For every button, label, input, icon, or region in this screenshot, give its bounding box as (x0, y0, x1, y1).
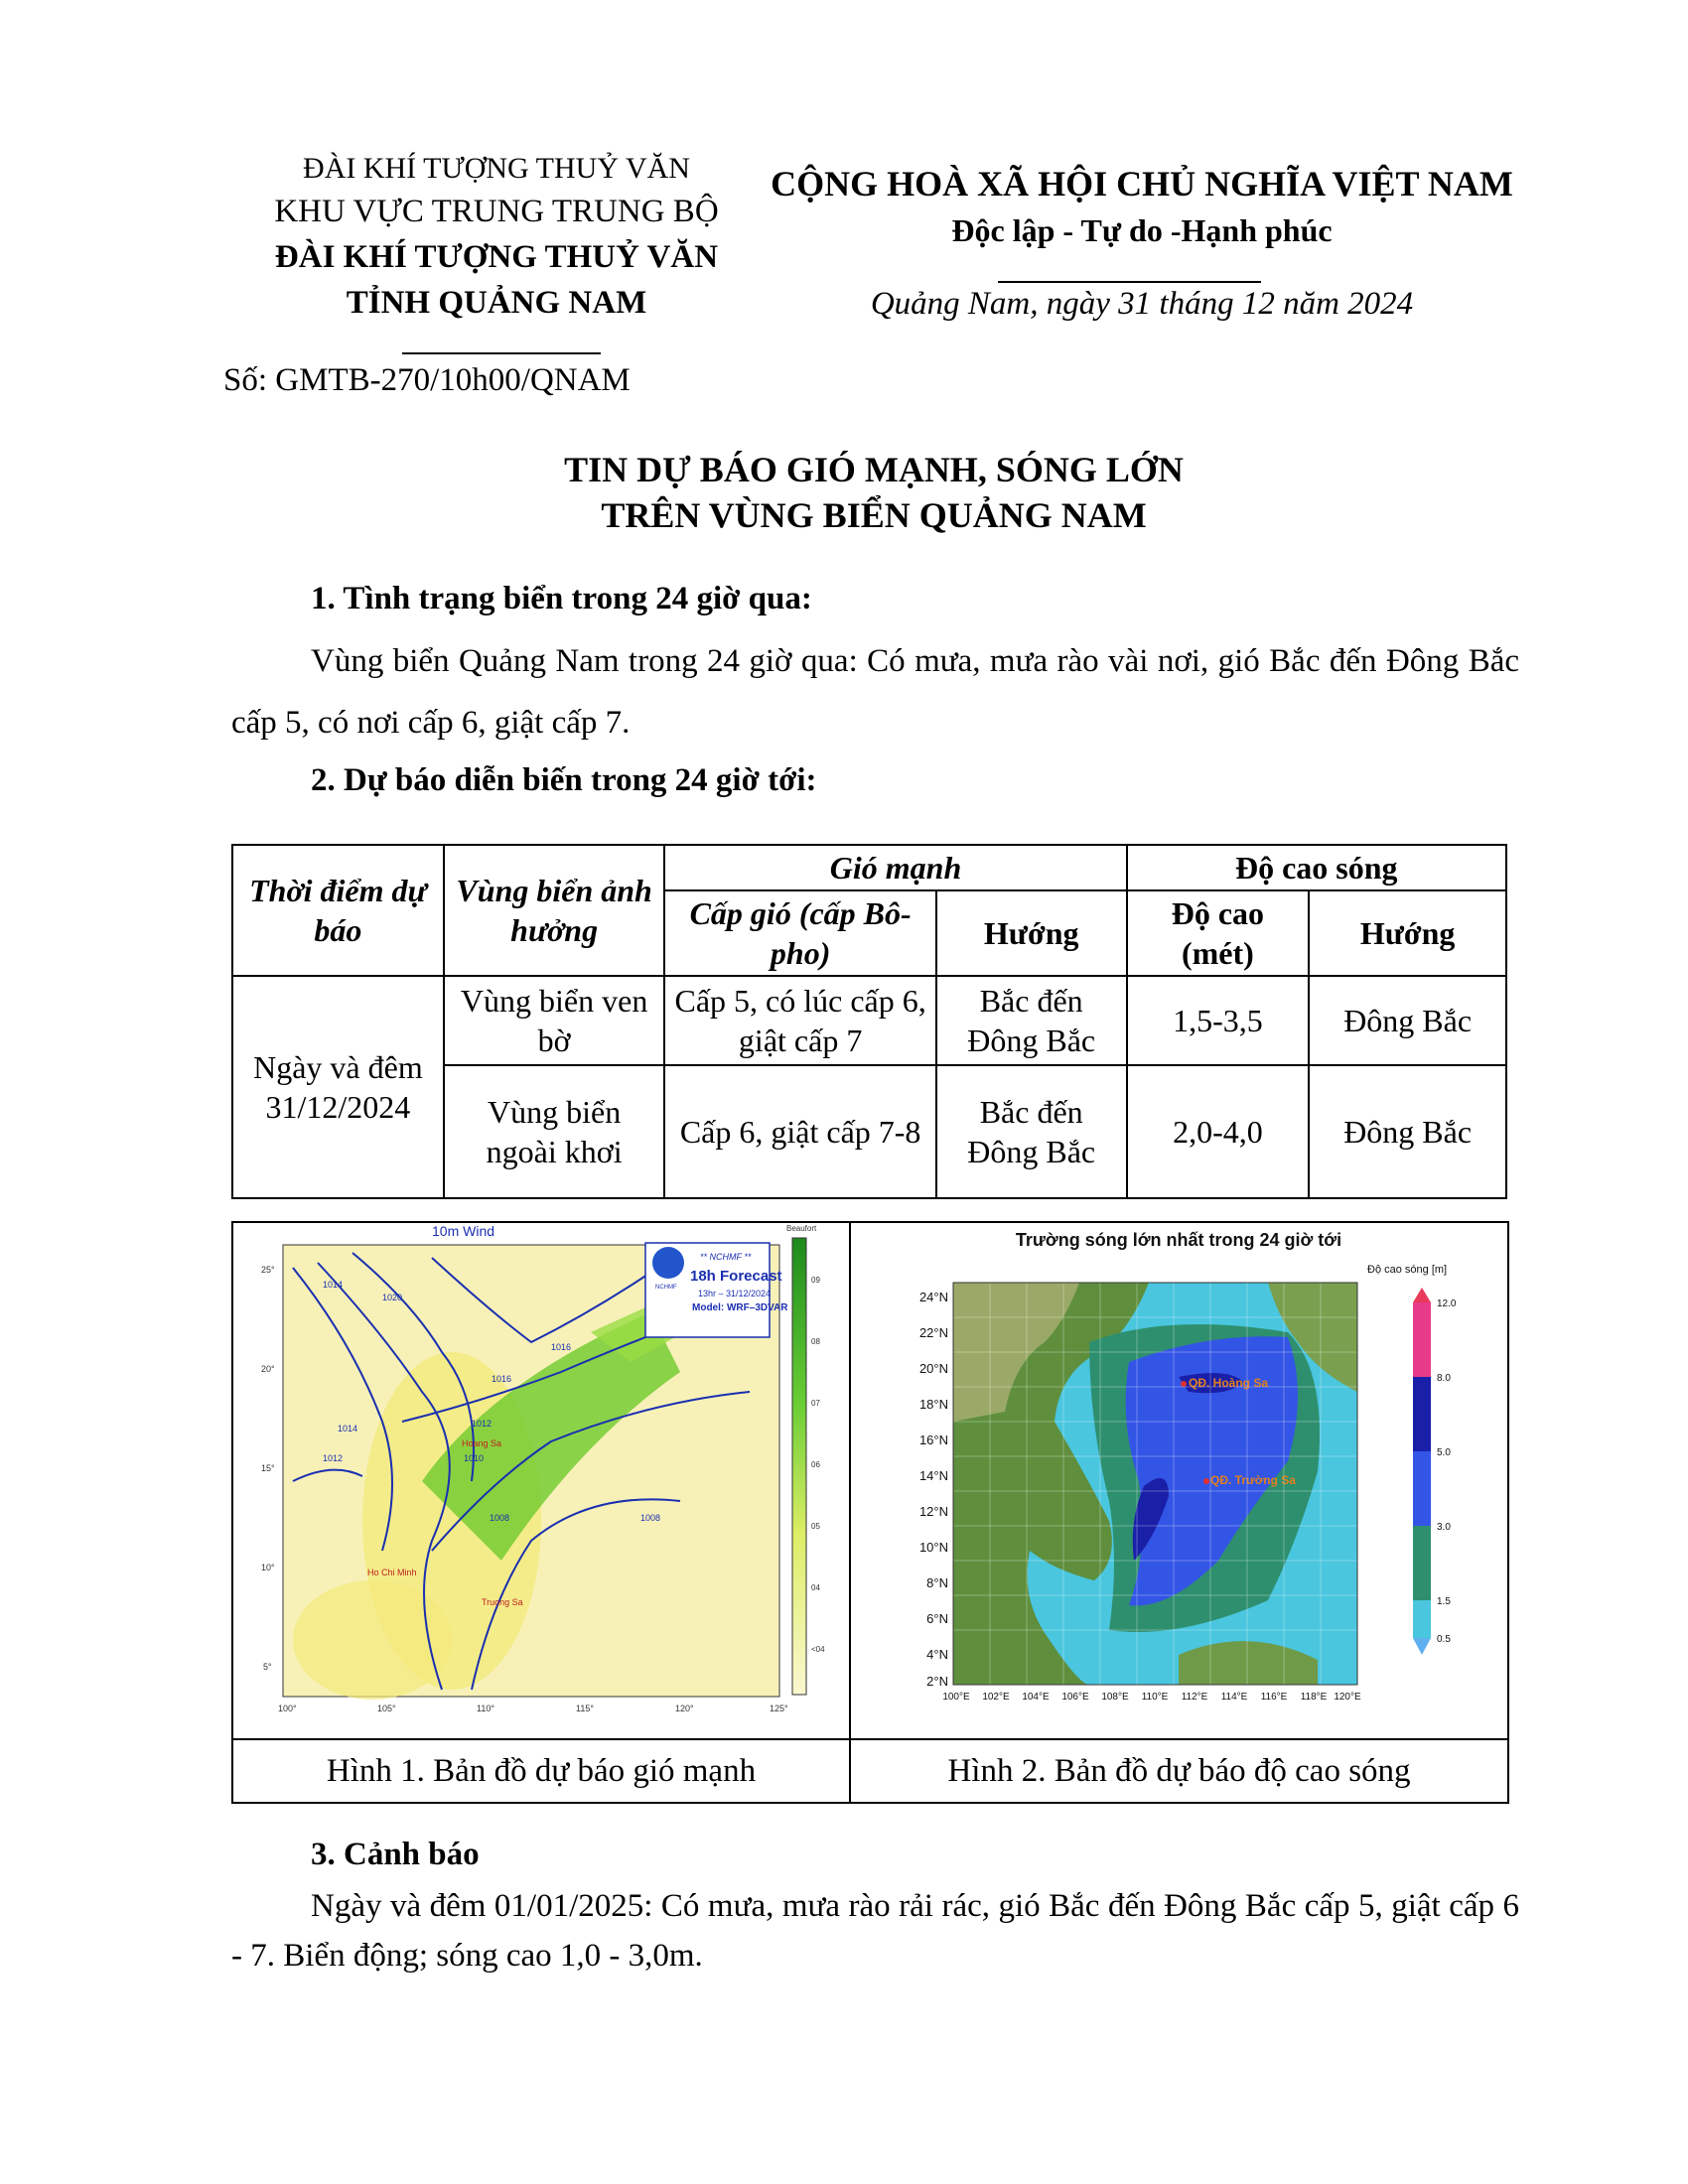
table-row (232, 976, 1506, 1065)
wave-forecast-map (851, 1223, 1507, 1738)
lon-tick: 116°E (1260, 1692, 1288, 1703)
contour-label: 1016 (551, 1342, 572, 1352)
wave-legend-value: 3.0 (1437, 1522, 1451, 1533)
truong-sa-label: QĐ. Trường Sa (1210, 1473, 1296, 1487)
badge-logo-text: NCHMF (655, 1285, 677, 1291)
lat-tick: 16°N (918, 1433, 948, 1447)
lat-tick: 8°N (926, 1575, 948, 1590)
y-tick: 25° (261, 1265, 275, 1275)
national-motto: Độc lập - Tự do -Hạnh phúc (951, 212, 1333, 248)
place-label: Truong Sa (482, 1597, 523, 1607)
header-area: Vùng biển ảnh hưởng (444, 845, 665, 976)
figure-table (231, 1221, 1509, 1804)
lat-tick: 18°N (918, 1397, 948, 1412)
wave-legend-value: 8.0 (1437, 1373, 1451, 1384)
legend-value: 06 (811, 1460, 820, 1469)
header-time: Thời điểm dự báo (232, 845, 444, 976)
badge-time: 13hr – 31/12/2024 (698, 1289, 772, 1298)
title-line-2: TRÊN VÙNG BIỂN QUẢNG NAM (601, 495, 1147, 535)
header-wind-direction: Hướng (936, 890, 1127, 976)
lat-tick: 10°N (918, 1540, 948, 1555)
legend-value: 07 (811, 1399, 820, 1408)
agency-line-1: ĐÀI KHÍ TƯỢNG THUỶ VĂN (303, 152, 690, 185)
legend-value: <04 (811, 1645, 825, 1654)
legend-value: 09 (811, 1276, 820, 1285)
header-wave-height: Độ cao (mét) (1127, 890, 1310, 976)
badge-model: Model: WRF–3DVAR (692, 1302, 788, 1313)
wind-direction-cell: Bắc đến Đông Bắc (936, 976, 1127, 1065)
document-title (199, 447, 1549, 538)
lon-tick: 104°E (1022, 1692, 1050, 1703)
national-header (755, 159, 1529, 326)
lat-tick: 24°N (918, 1290, 948, 1304)
national-title: CỘNG HOÀ XÃ HỘI CHỦ NGHĨA VIỆT NAM (771, 164, 1513, 204)
header-wave-direction: Hướng (1309, 890, 1506, 976)
lon-tick: 100°E (942, 1692, 970, 1703)
agency-line-2: KHU VỰC TRUNG TRUNG BỘ (274, 194, 719, 229)
lon-tick: 120°E (1334, 1692, 1361, 1703)
nchmf-logo-icon (652, 1247, 684, 1279)
contour-label: 1012 (323, 1453, 344, 1463)
section-1-heading: 1. Tình trạng biển trong 24 giờ qua: (311, 581, 812, 616)
place-label: Ho Chi Minh (367, 1568, 417, 1577)
beaufort-legend-title: Beaufort (786, 1224, 817, 1233)
legend-value: 04 (811, 1583, 820, 1592)
section-3-text: Ngày và đêm 01/01/2025: Có mưa, mưa rào rải rác, gió Bắc đến Đông Bắc cấp 5, giật cấp 6 - 7. Biển động; sóng cao 1,0 - 3,0m. (231, 1888, 1519, 1974)
lon-tick: 106°E (1061, 1692, 1089, 1703)
lat-tick: 4°N (926, 1647, 948, 1662)
lon-tick: 110°E (1141, 1692, 1169, 1703)
national-divider (998, 281, 1261, 283)
lat-tick: 2°N (926, 1674, 948, 1689)
forecast-table (231, 844, 1507, 1199)
legend-value: 08 (811, 1337, 820, 1346)
wind-map-title: 10m Wind (432, 1223, 495, 1239)
lat-tick: 22°N (918, 1325, 948, 1340)
badge-title: 18h Forecast (690, 1268, 782, 1285)
legend-value: 05 (811, 1522, 820, 1531)
lon-tick: 108°E (1101, 1692, 1129, 1703)
x-tick: 100° (278, 1704, 297, 1713)
section-1-text: Vùng biển Quảng Nam trong 24 giờ qua: Có mưa, mưa rào vài nơi, gió Bắc đến Đông Bắc cấp 5, có nơi cấp 6, giật cấp 7. (231, 643, 1519, 741)
wave-legend-title: Độ cao sóng [m] (1367, 1264, 1448, 1276)
lon-tick: 112°E (1181, 1692, 1208, 1703)
lat-tick: 14°N (918, 1468, 948, 1483)
contour-label: 1014 (338, 1424, 358, 1433)
area-cell: Vùng biển ven bờ (444, 976, 665, 1065)
wave-legend-value: 0.5 (1437, 1634, 1451, 1645)
document-date: Quảng Nam, ngày 31 tháng 12 năm 2024 (870, 286, 1414, 322)
y-tick: 5° (263, 1662, 272, 1672)
wave-map-title: Trường sóng lớn nhất trong 24 giờ tới (1015, 1230, 1342, 1250)
wind-level-cell: Cấp 6, giật cấp 7-8 (664, 1065, 935, 1198)
contour-label: 1010 (464, 1453, 485, 1463)
wave-legend-value: 12.0 (1437, 1298, 1457, 1309)
x-tick: 105° (377, 1704, 396, 1713)
contour-label: 1008 (490, 1513, 510, 1523)
lon-tick: 102°E (982, 1692, 1010, 1703)
hoang-sa-label: QĐ. Hoàng Sa (1189, 1376, 1269, 1390)
wave-legend-value: 1.5 (1437, 1596, 1451, 1607)
lat-tick: 20°N (918, 1361, 948, 1376)
place-label: Hoang Sa (462, 1438, 502, 1448)
x-tick: 115° (576, 1704, 594, 1713)
wave-height-cell: 2,0-4,0 (1127, 1065, 1310, 1198)
y-tick: 15° (261, 1463, 275, 1473)
x-tick: 125° (770, 1704, 788, 1713)
x-tick: 110° (477, 1704, 494, 1713)
forecast-time-cell: Ngày và đêm 31/12/2024 (232, 976, 444, 1198)
title-line-1: TIN DỰ BÁO GIÓ MẠNH, SÓNG LỚN (564, 450, 1184, 489)
header-wind: Gió mạnh (664, 845, 1126, 890)
agency-header (199, 149, 794, 326)
lon-tick: 114°E (1220, 1692, 1248, 1703)
contour-label: 1020 (382, 1293, 403, 1302)
contour-label: 1008 (640, 1513, 661, 1523)
agency-line-3: ĐÀI KHÍ TƯỢNG THUỶ VĂN (274, 239, 719, 275)
wave-legend-value: 5.0 (1437, 1447, 1451, 1458)
header-wave: Độ cao sóng (1127, 845, 1506, 890)
wind-map-cell (232, 1222, 850, 1739)
beaufort-colorbar (792, 1238, 806, 1695)
document-number: Số: GMTB-270/10h00/QNAM (223, 362, 631, 398)
y-tick: 20° (261, 1364, 275, 1374)
wave-direction-cell: Đông Bắc (1309, 976, 1506, 1065)
y-tick: 10° (261, 1563, 275, 1572)
area-cell: Vùng biển ngoài khơi (444, 1065, 665, 1198)
x-tick: 120° (675, 1704, 694, 1713)
figure-2-caption: Hình 2. Bản đồ dự báo độ cao sóng (850, 1739, 1508, 1803)
header-wind-level: Cấp gió (cấp Bô-pho) (664, 890, 935, 976)
lon-tick: 118°E (1300, 1692, 1328, 1703)
agency-divider (402, 352, 601, 354)
figure-1-caption: Hình 1. Bản đồ dự báo gió mạnh (232, 1739, 850, 1803)
contour-label: 1012 (472, 1419, 492, 1429)
wave-map-cell (850, 1222, 1508, 1739)
lat-tick: 6°N (926, 1611, 948, 1626)
lat-tick: 12°N (918, 1504, 948, 1519)
wind-forecast-map (233, 1223, 849, 1738)
wave-direction-cell: Đông Bắc (1309, 1065, 1506, 1198)
badge-org: ** NCHMF ** (700, 1252, 752, 1262)
section-2-heading: 2. Dự báo diễn biến trong 24 giờ tới: (311, 762, 817, 798)
contour-label: 1016 (492, 1374, 512, 1384)
wind-level-cell: Cấp 5, có lúc cấp 6, giật cấp 7 (664, 976, 935, 1065)
agency-line-4: TỈNH QUẢNG NAM (346, 285, 647, 321)
contour-label: 1014 (323, 1280, 344, 1290)
wind-direction-cell: Bắc đến Đông Bắc (936, 1065, 1127, 1198)
section-3-heading: 3. Cảnh báo (311, 1837, 480, 1872)
wave-height-cell: 1,5-3,5 (1127, 976, 1310, 1065)
